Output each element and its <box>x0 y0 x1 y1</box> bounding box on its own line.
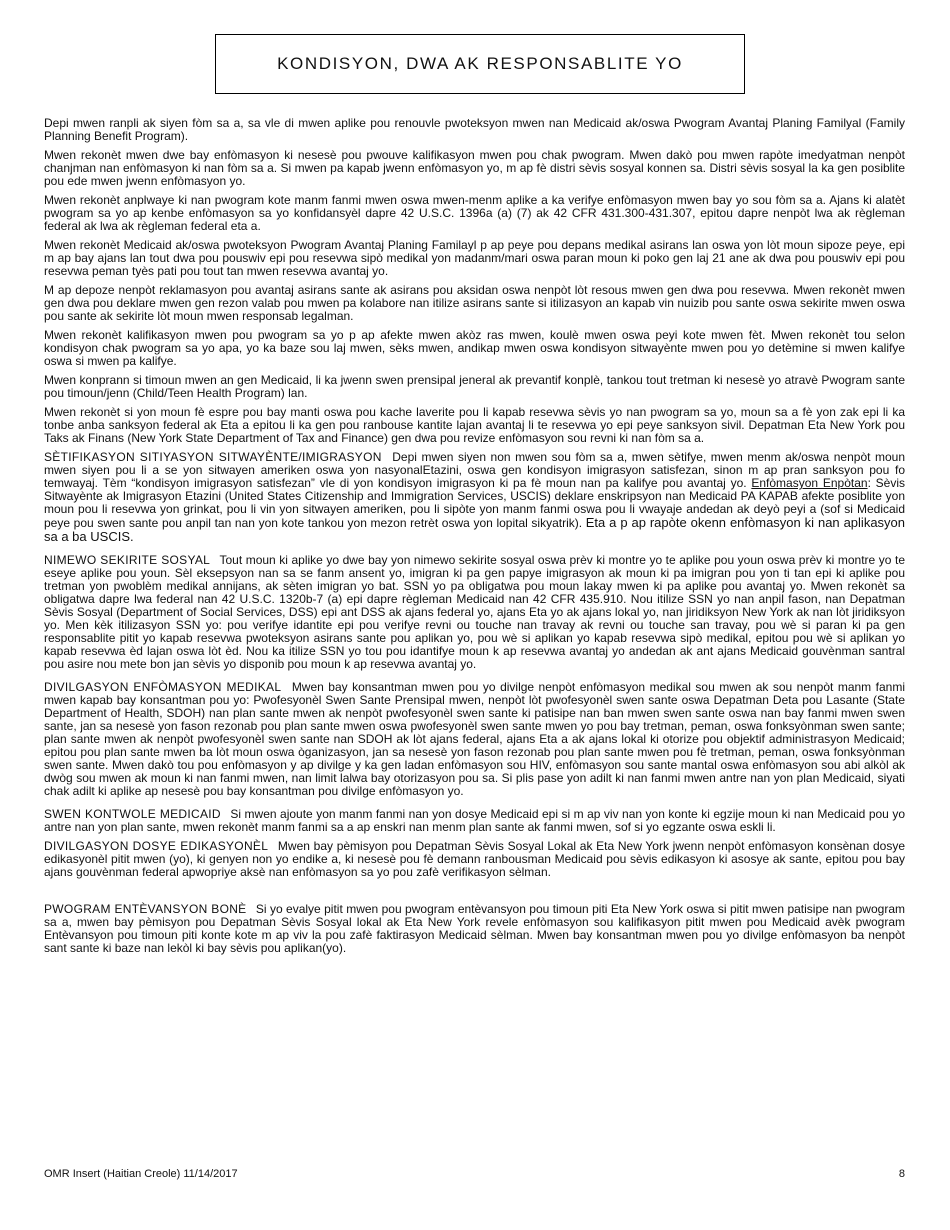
section-ssn-heading: NIMEWO SEKIRITE SOSYAL <box>44 553 211 567</box>
page-footer <box>44 1168 905 1180</box>
paragraph-eligibility-info: Mwen rekonèt mwen dwe bay enfòmasyon ki nesesè pou pwouve kalifikasyon mwen pou chak pwogram. Mwen dakò pou mwen rapòte imedyatman nenpòt chanjman nan enfòmasyon ki nan fòm sa a. Si mwen pa kapab jwenn enfòmasyon yo, m ap fè distri sèvis sosyal konnen sa. Distri sèvis sosyal la ka gen posiblite pou ede mwen jwenn enfòmasyon yo. <box>44 148 905 188</box>
section-ssn-text: Tout moun ki aplike yo dwe bay yon nimewo sekirite sosyal oswa prèv ki montre yo te aplike pou youn oswa prèv ki montre yo te eseye aplike pou youn. Sèl eksepsyon nan sa se fanm ansent yo, imigran ki pa gen papye imigrasyon ak moun ki pa imigran pou yon ti tan epi ki aplike pou tretman yon pwoblèm medikal annijans, ak sèten imigran yo bat. SSN yo pa obligatwa pou moun lakay mwen ki pa aplike pou avantaj yo. Mwen rekonèt sa obligatwa dapre lwa federal nan 42 U.S.C. 1320b-7 (a) epi dapre règleman Medicaid nan 42 CFR 435.910. Nou itilize SSN yo nan anpil fason, nan Depatman Sèvis Sosyal (Department of Social Services, DSS) epi ant DSS ak ajans federal yo, ajans Eta yo ak ajans lokal yo, nan jiridiksyon New York ak nan lòt jiridiksyon yo. Men kèk itilizasyon SSN yo: pou verifye idantite epi pou verifye revni ou touche nan travay ak revni ou touche san travay, pou wè si paran ki pa gen responsablite pitit yo kapab resevwa pwoteksyon asirans sante pou aplikan yo, pou wè si aplikan yo kapab resevwa sipò medikal, epitou pou wè si aplikan yo kapab resevwa èd lajan oswa lòt èd. Nou ka itilize SSN yo tou pou idantifye moun k ap resevwa avantaj yo andedan ak ant ajans Medicaid gouvènman santral pou asire nou mete bon jan sèvis yo disponib pou moun k ap resevwa avantaj yo. <box>44 553 905 671</box>
section-early-intervention-heading: PWOGRAM ENTÈVANSYON BONÈ <box>44 902 247 916</box>
paragraph-fraud: Mwen rekonèt si yon moun fè espre pou bay manti oswa pou kache laverite pou li kapab resevwa sèvis yo nan pwogram sa yo, moun sa a fè yon zak epi li ka tonbe anba sanksyon federal ak Eta a epitou li ka gen pou ranbouse kantite lajan avantaj li te resevwa yo epi peye sanksyon sivil. Depatman Eta New York pou Taks ak Finans (New York State Department of Tax and Finance) gen dwa pou revize enfòmasyon sou revni ki nan fòm sa a. <box>44 405 905 445</box>
page-number: 8 <box>898 1168 905 1180</box>
section-education-records-text: Mwen bay pèmisyon pou Depatman Sèvis Sosyal Lokal ak Eta New York jwenn nenpòt enfòmasyon konsènan dosye edikasyonèl pitit mwen (yo), ki genyen non yo endike a, ki nesesè pou fè demann ranbousman Medicaid pou sèvis edikasyon ki asosye ak sante, epitou pou bay ajans gouvènman federal apwopriye aksè nan enfòmasyon sa yo pou zafè verifikasyon sèlman. <box>44 839 905 879</box>
section-medical-disclosure-heading: DIVILGASYON ENFÒMASYON MEDIKAL <box>44 680 282 694</box>
page-title: KONDISYON, DWA AK RESPONSABLITE YO <box>277 54 683 73</box>
section-early-intervention <box>44 903 905 955</box>
paragraph-third-party: Mwen rekonèt Medicaid ak/oswa pwoteksyon Pwogram Avantaj Planing Familayl p ap peye pou depans medikal asirans lan oswa yon lòt moun sipoze peye, epi m ap bay ajans lan tout dwa pou pouswiv epi pou resevwa sipò medikal yon madanm/mari oswa paran moun ki poko gen laj 21 ane ak dwa pou pouswiv epi pou resevwa peman tyès pati pou tout tan mwen resevwa avantaj yo. <box>44 238 905 278</box>
important-info-label: Enfòmasyon Enpòtan <box>751 476 868 490</box>
section-medical-disclosure <box>44 681 905 798</box>
paragraph-nondiscrimination: Mwen rekonèt kalifikasyon mwen pou pwogram sa yo p ap afekte mwen akòz ras mwen, koulè mwen oswa peyi kote mwen fèt. Mwen rekonèt tou selon kondisyon chak pwogram sa yo apa, yo ka baze sou laj mwen, sèks mwen, andikap mwen oswa kondisyon sitwayènte mwen pou yo detèmine si mwen kalifye oswa si mwen pa kalifye. <box>44 328 905 368</box>
section-managed-care-text: Si mwen ajoute yon manm fanmi nan yon dosye Medicaid epi si m ap viv nan yon konte ki egzije moun ki nan Medicaid pou yo antre nan yon plan sante, mwen rekonèt manm fanmi sa a ap enskri nan menm plan sante ak fanmi mwen, sof si yo egzante oswa eskli li. <box>44 807 905 834</box>
title-box <box>215 34 745 94</box>
section-education-records-heading: DIVILGASYON DOSYE EDIKASYONÈL <box>44 839 269 853</box>
paragraph-verification: Mwen rekonèt anplwaye ki nan pwogram kote manm fanmi mwen oswa mwen-menm aplike a ka verifye enfòmasyon mwen bay yo sou fòm sa a. Ajans ki alatèt pwogram sa yo ap kenbe enfòmasyon sa yo konfidansyèl dapre 42 U.S.C. 1396a (a) (7) ak 42 CFR 431.300-431.307, epitou dapre nenpòt lwa ak règleman federal ak lwa ak règleman federal eta a. <box>44 193 905 233</box>
section-citizenship-uscis-text: : Sèvis Sitwayènte ak Imigrasyon Etazini (United States Citizenship and Immigration Services, USCIS) deklare enskripsyon nan Medicaid PA KAPAB afekte posiblite yon moun pou li resevwa yon grinkat, pou li vin yon sitwayen ameriken, pou li sipòte yon manm fanmi oswa pou li vwayaje andedan ak deyò peyi a (sof si Medicaid peye pou swen sante pou anpil tan nan yon kote tankou yon mezon retrèt oswa yon lopital sikyatrik). <box>44 476 906 530</box>
section-education-records <box>44 840 905 879</box>
section-medical-disclosure-text: Mwen bay konsantman mwen pou yo divilge nenpòt enfòmasyon medikal sou mwen ak sou nenpòt manm fanmi mwen kapab bay konsantman pou yo: Pwofesyonèl Swen Sante Prensipal mwen, nenpòt lòt pwofesyonèl swen sante oswa Depatman Deta pou Lasante (State Department of Health, SDOH) nan plan sante mwen ak nenpòt pwofesyonèl swen sante ki patisipe nan ban mwen swen sante oswa nan bay fanmi mwen swen sante, jan sa nesesè yon fason rezonab pou plan sante mwen oswa pwofesyonèl swen sante mwen yo pou bay tretman, peman, oswa fonksyònman swen sante; plan sante mwen ak nenpòt pwofesyonèl swen sante nan SDOH ak lòt ajans federal, ajans Eta a ak ajans lokal ki otorize pou objektif administrasyon Medicaid; epitou pou plan sante mwen ba lòt moun oswa òganizasyon, jan sa nesesè yon fason rezonab pou plan sante mwen pou fè tretman, peman, oswa fonksyònman swen sante. Mwen dakò tou pou enfòmasyon y ap divilge y ka gen ladan enfòmasyon sou HIV, enfòmasyon sou sante mantal oswa enfòmasyon sou abi alkòl ak dwòg sou mwen ak moun ki nan fanmi mwen, nan limit lalwa bay otorizasyon pou sa. Si plis pase yon adilt ki nan fanmi mwen antre nan yon plan Medicaid, siyati chak adilt ki aplike ap nesesè pou bay konsantman pou divilge enfòmasyon yo. <box>44 680 905 798</box>
section-ssn <box>44 554 905 671</box>
section-citizenship-text: Depi mwen siyen non mwen sou fòm sa a, mwen sètifye, mwen menm ak/oswa nenpòt moun mwen siyen pou li a se yon sitwayen ameriken oswa yon nasyonalEtazini, oswa gen kondisyon imigrasyon satisfezan, sinon m ap pran sanksyon pou fo temwayaj. Tèm “kondisyon imigrasyon satisfezan” vle di yon kondisyon imigrasyon ki pa fè moun nan pa kalifye pou avantaj yo. <box>44 450 905 490</box>
section-citizenship <box>44 451 905 544</box>
section-managed-care <box>44 808 905 834</box>
section-early-intervention-text: Si yo evalye pitit mwen pou pwogram entèvansyon pou timoun piti Eta New York oswa si pitit mwen patisipe nan pwogram sa a, mwen bay pèmisyon pou Depatman Sèvis Sosyal lokal ak Eta New York revele enfòmasyon sou kalifikasyon pitit mwen pou Medicaid avèk pwogram Entèvansyon pou timoun piti konte kote m ap viv la pou zafè faktirasyon Medicaid sèlman. Mwen bay konsantman mwen pou yo divilge enfòmasyon ba nenpòt sant sante ki baze nan lekòl ki bay sèvis pou aplikan(yo). <box>44 902 905 955</box>
footer-form-id: OMR Insert (Haitian Creole) 11/14/2017 <box>44 1168 238 1180</box>
paragraph-child-teen-health: Mwen konprann si timoun mwen an gen Medicaid, li ka jwenn swen prensipal jeneral ak prevantif konplè, tankou tout tretman ki nesesè yo atravè Pwogram sante pou timoun/jenn (Child/Teen Health Program) lan. <box>44 373 905 400</box>
document-body <box>44 117 905 961</box>
paragraph-application: Depi mwen ranpli ak siyen fòm sa a, sa vle di mwen aplike pou renouvle pwoteksyon mwen nan Medicaid ak/oswa Pwogram Avantaj Planing Familyal (Family Planning Benefit Program). <box>44 116 905 143</box>
section-managed-care-heading: SWEN KONTWOLE MEDICAID <box>44 807 221 821</box>
paragraph-claims: M ap depoze nenpòt reklamasyon pou avantaj asirans sante ak asirans pou aksidan oswa nenpòt lòt resous mwen gen dwa pou resevwa. Mwen rekonèt mwen gen dwa pou deklare mwen gen rezon valab pou mwen pa kolabore nan itilize asirans sante si itilizasyon an kapab vin nuizib pou sante oswa sekirite mwen oswa pou sante ak sekirite lòt moun mwen responsab legalman. <box>44 283 905 323</box>
section-citizenship-uscis-note: Eta a p ap rapòte okenn enfòmasyon ki nan aplikasyon sa a ba USCIS. <box>44 515 906 544</box>
section-citizenship-heading: SÈTIFIKASYON SITIYASYON SITWAYÈNTE/IMIGRASYON <box>44 450 382 464</box>
